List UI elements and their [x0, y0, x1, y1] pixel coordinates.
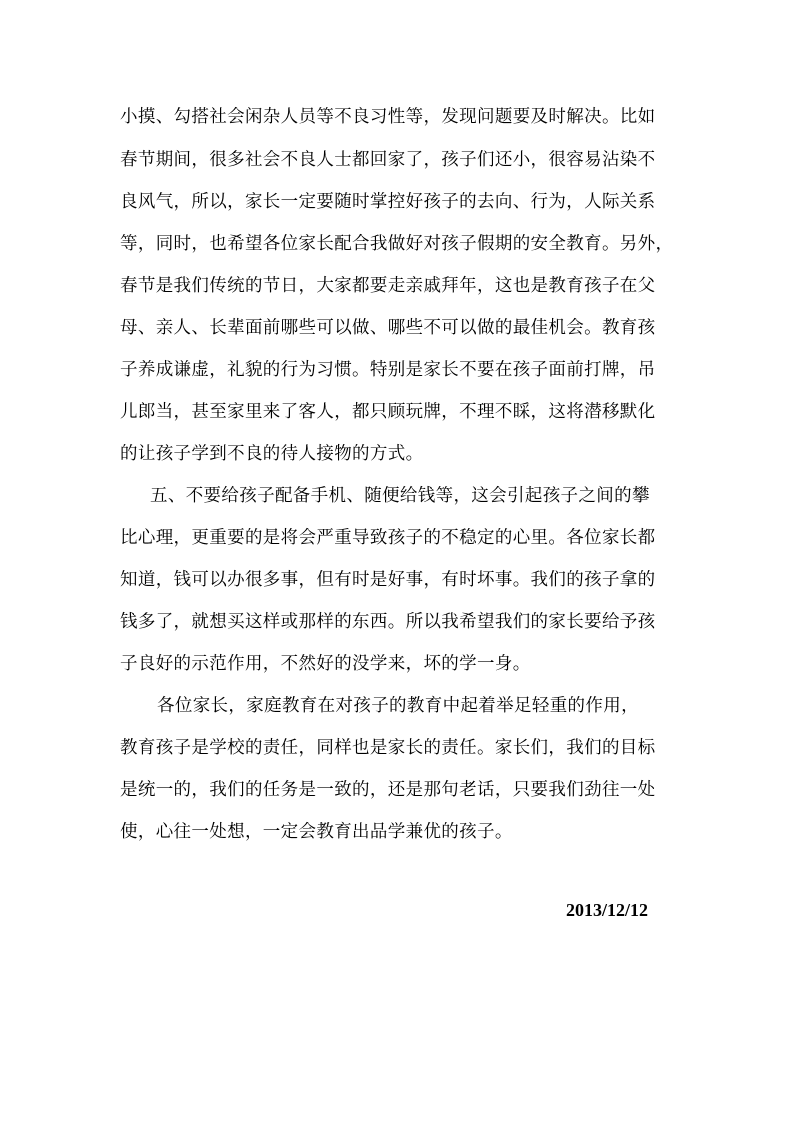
paragraph-1-line-4: 等，同时，也希望各位家长配合我做好对孩子假期的安全教育。另外， — [120, 234, 674, 254]
paragraph-3-line-1: 各位家长，家庭教育在对孩子的教育中起着举足轻重的作用， — [157, 696, 639, 716]
paragraph-1-line-5: 春节是我们传统的节日，大家都要走亲戚拜年，这也是教育孩子在父 — [120, 276, 656, 296]
paragraph-2-line-3: 知道，钱可以办很多事，但有时是好事，有时坏事。我们的孩子拿的 — [120, 570, 656, 590]
paragraph-1-line-6: 母、亲人、长辈面前哪些可以做、哪些不可以做的最佳机会。教育孩 — [120, 318, 656, 338]
paragraph-1-line-3: 良风气，所以，家长一定要随时掌控好孩子的去向、行为，人际关系 — [120, 192, 656, 212]
paragraph-1-line-8: 儿郎当，甚至家里来了客人，都只顾玩牌，不理不睬，这将潜移默化 — [120, 402, 656, 422]
paragraph-1-line-1: 小摸、勾搭社会闲杂人员等不良习性等，发现问题要及时解决。比如 — [120, 107, 656, 127]
paragraph-2-line-4: 钱多了，就想买这样或那样的东西。所以我希望我们的家长要给予孩 — [120, 612, 656, 632]
paragraph-1-line-9: 的让孩子学到不良的待人接物的方式。 — [120, 444, 424, 464]
paragraph-1-line-2: 春节期间，很多社会不良人士都回家了，孩子们还小，很容易沾染不 — [120, 150, 656, 170]
paragraph-1-line-7: 子养成谦虚，礼貌的行为习惯。特别是家长不要在孩子面前打牌，吊 — [120, 360, 656, 380]
paragraph-3-line-2: 教育孩子是学校的责任，同样也是家长的责任。家长们，我们的目标 — [120, 738, 656, 758]
paragraph-2-line-2: 比心理，更重要的是将会严重导致孩子的不稳定的心里。各位家长都 — [120, 528, 656, 548]
paragraph-3-line-3: 是统一的，我们的任务是一致的，还是那句老话，只要我们劲往一处 — [120, 780, 656, 800]
paragraph-2-line-5: 子良好的示范作用，不然好的没学来，坏的学一身。 — [120, 654, 531, 674]
paragraph-2-line-1: 五、不要给孩子配备手机、随便给钱等，这会引起孩子之间的攀 — [150, 486, 650, 506]
document-date: 2013/12/12 — [566, 900, 649, 920]
paragraph-3-line-4: 使，心往一处想，一定会教育出品学兼优的孩子。 — [120, 822, 513, 842]
